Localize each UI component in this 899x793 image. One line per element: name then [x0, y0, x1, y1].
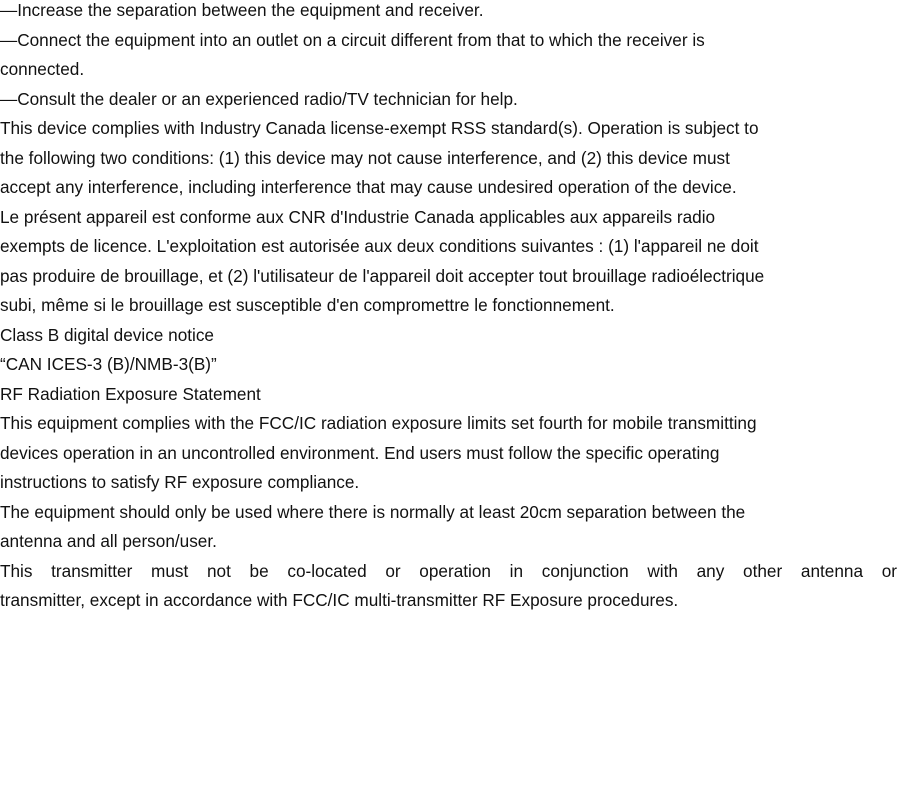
text-line: This device complies with Industry Canada license-exempt RSS standard(s). Operation is subject to — [0, 118, 759, 138]
text-line: antenna and all person/user. — [0, 531, 217, 551]
ic-statement-english — [0, 109, 899, 207]
text-line: This equipment complies with the FCC/IC radiation exposure limits set fourth for mobile transmitting — [0, 413, 757, 433]
ic-statement-french — [0, 198, 899, 325]
text-line: accept any interference, including interference that may cause undesired operation of the device. — [0, 177, 737, 197]
text-line: instructions to satisfy RF exposure compliance. — [0, 472, 360, 492]
text-line: “CAN ICES-3 (B)/NMB-3(B)” — [0, 354, 217, 374]
fcc-measures-block — [0, 0, 899, 118]
text-line: subi, même si le brouillage est susceptible d'en compromettre le fonctionnement. — [0, 295, 615, 315]
text-line: This transmitter must not be co-located or operation in conjunction with any other antenna or — [0, 560, 897, 581]
text-line: Le présent appareil est conforme aux CNR d'Industrie Canada applicables aux appareils radio — [0, 206, 716, 227]
class-b-notice — [0, 316, 899, 384]
text-line: —Connect the equipment into an outlet on a circuit different from that to which the receiver is — [0, 29, 705, 50]
text-line: —Increase the separation between the equipment and receiver. — [0, 0, 484, 20]
text-line: The equipment should only be used where there is normally at least 20cm separation between the — [0, 501, 746, 522]
text-line: exempts de licence. L'exploitation est autorisée aux deux conditions suivantes : (1) l'appareil ne doit — [0, 236, 759, 256]
text-line: transmitter, except in accordance with FCC/IC multi-transmitter RF Exposure procedures. — [0, 590, 679, 610]
text-line: —Consult the dealer or an experienced radio/TV technician for help. — [0, 88, 518, 109]
text-line: the following two conditions: (1) this device may not cause interference, and (2) this device must — [0, 147, 730, 168]
text-line: pas produire de brouillage, et (2) l'utilisateur de l'appareil doit accepter tout brouillage radioélectrique — [0, 265, 765, 286]
rf-exposure-statement — [0, 375, 899, 620]
text-line: devices operation in an uncontrolled environment. End users must follow the specific operating — [0, 442, 720, 463]
section-heading: Class B digital device notice — [0, 324, 214, 345]
text-line: connected. — [0, 59, 85, 79]
section-heading: RF Radiation Exposure Statement — [0, 383, 261, 404]
